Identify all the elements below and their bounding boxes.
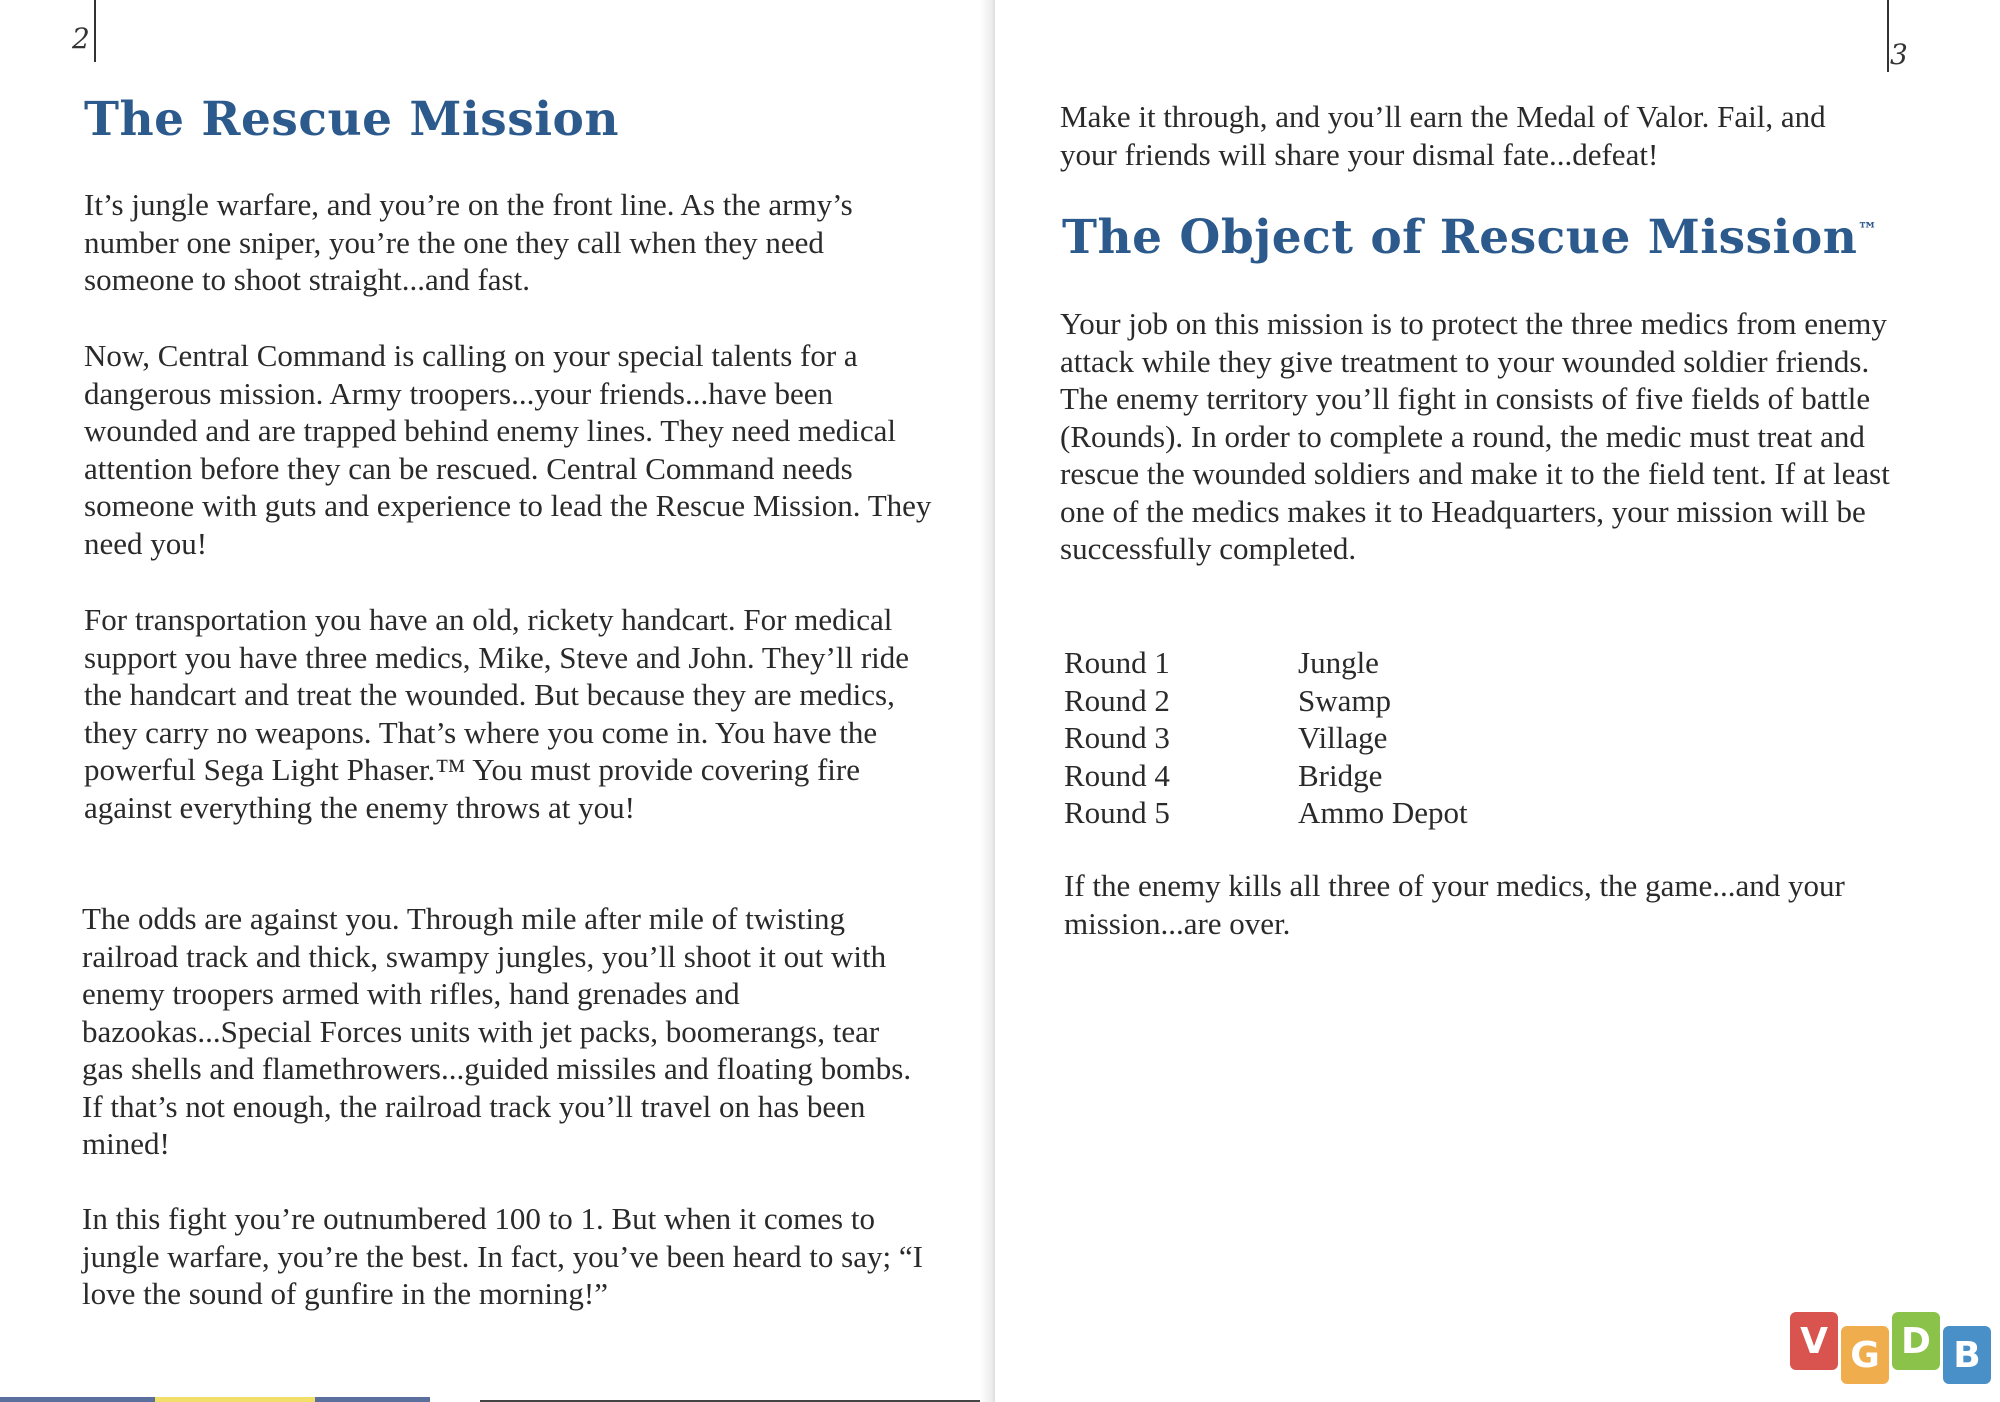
page-edge-strip	[315, 1397, 430, 1402]
paragraph-game-over: If the enemy kills all three of your medics, the game...and your mission...are over.	[1064, 868, 1845, 941]
round-row	[1064, 719, 1664, 757]
round-label: Round 4	[1064, 757, 1170, 793]
logo-tile-v: V	[1790, 1312, 1838, 1370]
page-edge-strip	[155, 1397, 315, 1402]
paragraph-odds: The odds are against you. Through mile after mile of twisting railroad track and thick, swampy jungles, you’ll shoot it out with enemy troopers armed with rifles, hand grenades and bazookas...Special Forces units with jet packs, boomerangs, tear gas shells and flamethrowers...guided missiles and floating bombs. If that’s not enough, the railroad track you’ll travel on has been mined!	[82, 901, 912, 1161]
round-location: Bridge	[1298, 757, 1383, 793]
logo-tile-g: G	[1841, 1326, 1889, 1384]
logo-tile-b: B	[1943, 1326, 1991, 1384]
round-location: Jungle	[1298, 645, 1379, 680]
paragraph-outnumbered: In this fight you’re outnumbered 100 to 1. But when it comes to jungle warfare, you’re the best. In fact, you’ve been heard to say; “I love the sound of gunfire in the morning!”	[82, 1201, 923, 1311]
round-row	[1064, 757, 1664, 795]
round-row	[1064, 794, 1664, 832]
round-location: Ammo Depot	[1298, 795, 1468, 830]
round-location: Village	[1298, 720, 1388, 755]
page-margin-line	[94, 0, 96, 62]
paragraph-medal-of-valor: Make it through, and you’ll earn the Medal of Valor. Fail, and your friends will share your dismal fate...defeat!	[1060, 99, 1826, 172]
round-label: Round 1	[1064, 645, 1170, 680]
paragraph-intro: It’s jungle warfare, and you’re on the front line. As the army’s number one sniper, you’re the one they call when they need someone to shoot straight...and fast.	[84, 187, 853, 297]
round-location: Swamp	[1298, 682, 1391, 718]
page-title-object	[1062, 210, 1878, 265]
paragraph-objective: Your job on this mission is to protect the three medics from enemy attack while they give treatment to your wounded soldier friends. The enemy territory you’ll fight in consists of five fields of battle (Rounds). In order to complete a round, the medic must treat and rescue the wounded soldiers and make it to the field tent. If at least one of the medics makes it to Headquarters, your mission will be successfully completed.	[1060, 306, 1890, 566]
page-edge-strip	[0, 1397, 155, 1402]
paragraph-central-command: Now, Central Command is calling on your special talents for a dangerous mission. Army troopers...your friends...have been wounded and are trapped behind enemy lines. They need medical attention before they can be rescued. Central Command needs someone with guts and experience to lead the Rescue Mission. They need you!	[84, 338, 932, 561]
round-label: Round 5	[1064, 795, 1170, 830]
page-number-left: 2	[72, 22, 90, 55]
trademark-symbol: ™	[1857, 217, 1878, 242]
page-margin-line	[1887, 0, 1889, 72]
round-row	[1064, 644, 1664, 682]
rounds-table	[1064, 644, 1664, 832]
page-title-text: The Object of Rescue Mission	[1062, 210, 1858, 265]
left-page	[0, 0, 995, 1402]
page-number-right: 3	[1890, 38, 1908, 71]
round-label: Round 2	[1064, 682, 1170, 718]
vgdb-watermark-logo	[1790, 1312, 1991, 1384]
round-row	[1064, 682, 1664, 720]
page-title-rescue-mission: The Rescue Mission	[84, 92, 620, 147]
round-label: Round 3	[1064, 720, 1170, 755]
logo-tile-d: D	[1892, 1312, 1940, 1370]
paragraph-transportation: For transportation you have an old, rickety handcart. For medical support you have three medics, Mike, Steve and John. They’ll ride the handcart and treat the wounded. But because they are medics, they carry no weapons. That’s where you come in. You have the powerful Sega Light Phaser.™ You must provide covering fire against everything the enemy throws at you!	[84, 602, 910, 825]
